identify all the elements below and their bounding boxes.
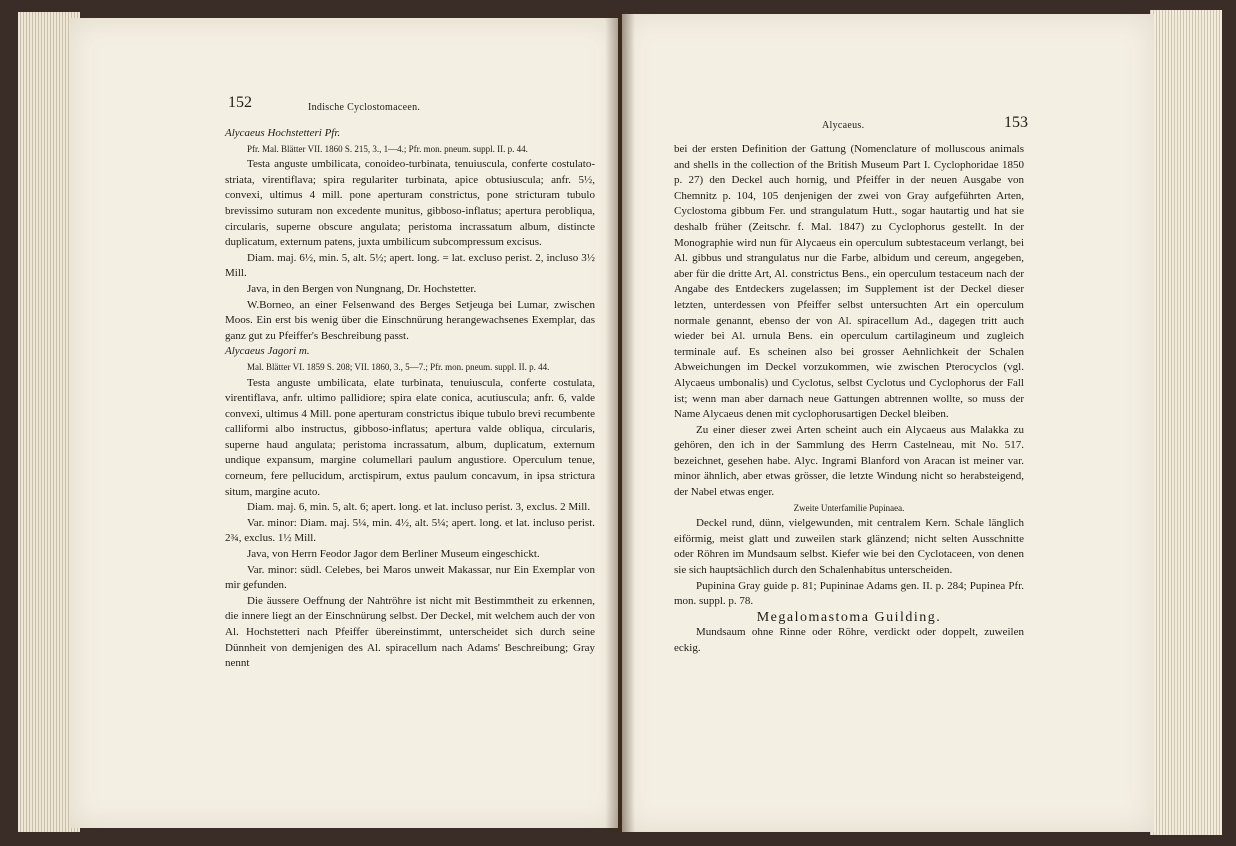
reference: Mal. Blätter VI. 1859 S. 208; VII. 1860, 3., 5—7.; Pfr. mon. pneum. suppl. II. p. 44. [247, 361, 550, 372]
genus-heading: Megalomastoma Guilding. [756, 609, 942, 625]
right-text-block [674, 142, 1024, 657]
running-head-left: Indische Cyclostomaceen. [308, 102, 421, 113]
variety-locality: Var. minor: südl. Celebes, bei Maros unweit Makassar, nur Ein Exemplar von mir gefunden. [225, 563, 595, 592]
running-head-right: Alycaeus. [822, 120, 865, 131]
species-title: Alycaeus Hochstetteri Pfr. [225, 127, 341, 139]
page-number-left: 152 [228, 94, 252, 111]
subfamily-heading: Zweite Unterfamilie Pupinaeа. [793, 502, 905, 513]
left-page [70, 18, 618, 828]
paragraph: Deckel rund, dünn, vielgewunden, mit centralem Kern. Schale länglich eiförmig, meist glatt und zuweilen stark glänzend; nicht selten Ausschnitte oder Röhren im Mundsaum selbst. Kiefer wie bei den Cyclotaceen, von denen sie sich hauptsächlich durch den Schalenhabitus unterscheiden. [674, 517, 1024, 577]
dimensions: Diam. maj. 6, min. 5, alt. 6; apert. long. et lat. incluso perist. 3, exclus. 2 Mill. [247, 501, 591, 514]
species-title: Alycaeus Jagori m. [225, 345, 310, 358]
paragraph: Zu einer dieser zwei Arten scheint auch ein Alycaeus aus Malakka zu gehören, den ich in der Sammlung des Herrn Castelneau, mit No. 517. bezeichnet, gesehen habe. Alyc. Ingrami Blanford von Aracan ist meiner var. minor ähnlich, aber etwas grösser, die letzte Windung nicht so herabsteigend, der Nabel etwas enger. [674, 423, 1024, 499]
reference: Pfr. Mal. Blätter VII. 1860 S. 215, 3., 1—4.; Pfr. mon. pneum. suppl. II. p. 44. [247, 143, 528, 154]
page-block-right-edge [1150, 10, 1222, 835]
right-page [622, 14, 1154, 832]
discussion: Die äussere Oeffnung der Nahtröhre ist nicht mit Bestimmtheit zu erkennen, die innere liegt an der Einschnürung selbst. Der Deckel, mit welchem auch der von Al. Hochstetteri nach Pfeiffer übereinstimmt, unterscheidet sich durch seine Dünnheit von demjenigen des Al. spiracellum nach Adams' Beschreibung; Gray nennt [225, 594, 595, 670]
dimensions: Diam. maj. 6½, min. 5, alt. 5½; apert. long. = lat. excluso perist. 2, incluso 3½ Mill. [225, 251, 595, 280]
note: W.Borneo, an einer Felsenwand des Berges Setjeuga bei Lumar, zwischen Moos. Ein erst bis wenig über die Einschnürung herangewachsenes Exemplar, das ganz gut zu Pfeiffer's Beschreibung passt. [225, 298, 595, 342]
paragraph: Pupinina Gray guide p. 81; Pupininae Adams gen. II. p. 284; Pupinea Pfr. mon. suppl. p. 78. [674, 579, 1024, 608]
page-number-right: 153 [1004, 114, 1028, 131]
paragraph: bei der ersten Definition der Gattung (Nomenclature of molluscous animals and shells in the collection of the British Museum Part I. Cyclophoridae 1850 p. 27) den Deckel auch hornig, und Pfeiffer in der neuen Ausgabe von Chemnitz p. 104, 105 denjenigen der zwei von Gray aufgeführten Arten, Cyclostoma gibbum Fer. und strangulatum Hutt., sogar hautartig und hat sie deshalb früher (Zeitschr. f. Mal. 1847) zu Cyclophorus gestellt. In der Monographie wird nun für Alycaeus ein operculum subtestaceum verlangt, bei Al. gibbus und strangulatus nur die Farbe, albidum und cereum, angegeben, aber für die dritte Art, Al. constrictus Bens., ein operculum testaceum nach der Angabe des Entdeckers zugelassen; im Supplement ist der Deckel dieser letzten, unterdessen von Pfeiffer selbst untersuchten Art ein operculum normale genannt, ebenso der von Al. spiracellum Ad., dagegen tritt auch wieder bei Al. urnula Bens. ein operculum cartilagineum und zugleich terminale auf. Es scheinen also bei grosser Aehnlichkeit der Schalen Abweichungen im Deckel vorzukommen, wie zwischen Pterocyclos (vgl. Alycaeus umbonalis) und Cyclotus, selbst Cyclotus und Cyclophorus der Fall ist; wenn man aber darnach neue Gattungen abtrennen wollte, so muss der Name Alycaeus denen mit cyclophorusartigen Deckel bleiben. [674, 143, 1024, 421]
description: Testa anguste umbilicata, conoideo-turbinata, tenuiuscula, conferte costulato-striata, virentiflava; spira regulariter turbinata, apice obtusiuscula; anfr. 5½, convexi, ultimus 4 mill. pone aperturam constrictus, pone stricturam tubulo brevissimo suturam non excedente munitus, gibboso-inflatus; apertura perobliqua, circularis, superne obscure angulata; peristoma incrassatum album, distincte duplicatum, externum patens, juxta umbilicum subcompressum excisus. [225, 158, 595, 249]
locality: Java, in den Bergen von Nungnang, Dr. Hochstetter. [247, 282, 477, 295]
description: Testa anguste umbilicata, elate turbinata, tenuiuscula, conferte costulata, virentiflava, anfr. ultimo pallidiore; spira elate conica, acutiuscula; anfr. 6, valde convexi, ultimus 4 Mill. pone aperturam constrictus ibique tubulo brevi recumbente calliformi albo instructus, gibboso-inflatus; apertura valde obliqua, circularis, superne haud angulata; peristoma incrassatum, album, duplicatum, externum undique expansum, margine columellari paulum angustiore. Operculum tenue, corneum, fere pellucidum, arctispirum, extus paulum concavum, in ipsa strictura situm, margine acuto. [225, 376, 595, 498]
left-text-block [225, 126, 595, 672]
variety-dimensions: Var. minor: Diam. maj. 5¼, min. 4½, alt. 5¼; apert. long. et lat. incluso perist. 2¾, exclus. 1½ Mill. [225, 516, 595, 545]
locality: Java, von Herrn Feodor Jagor dem Berliner Museum eingeschickt. [247, 548, 540, 561]
paragraph: Mundsaum ohne Rinne oder Röhre, verdickt oder doppelt, zuweilen eckig. [674, 626, 1024, 654]
book-gutter [605, 14, 635, 832]
